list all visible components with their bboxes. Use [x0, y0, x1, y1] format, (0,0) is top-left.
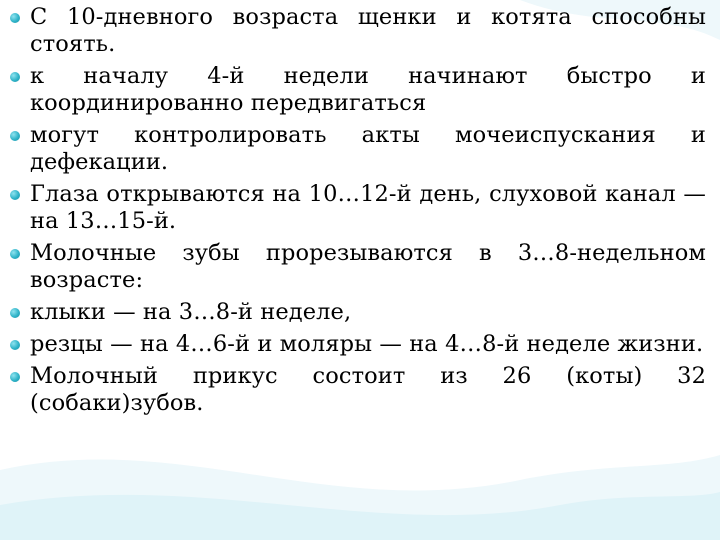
bullet-dot-icon: [10, 308, 20, 318]
bullet-text: к началу 4-й недели начинают быстро и координированно передвигаться: [30, 63, 706, 116]
bullet-dot-icon: [10, 372, 20, 382]
bullet-dot-icon: [10, 72, 20, 82]
bullet-text: резцы — на 4…6-й и моляры — на 4…8-й неделе жизни.: [30, 331, 704, 357]
bullet-item-canines: [8, 299, 706, 326]
bullet-text: Молочный прикус состоит из 26 (коты) 32 (собаки)зубов.: [30, 363, 706, 416]
bullet-text: клыки — на 3…8-й неделе,: [30, 299, 352, 325]
bullet-dot-icon: [10, 131, 20, 141]
bullet-item-milk-teeth: [8, 240, 706, 294]
bullet-text: Молочные зубы прорезываются в 3…8-недельном возрасте:: [30, 240, 706, 293]
bullet-text: С 10-дневного возраста щенки и котята способны стоять.: [30, 4, 706, 57]
bullet-item-control: [8, 122, 706, 176]
bullet-item-incisors-molars: [8, 331, 706, 358]
bullet-dot-icon: [10, 190, 20, 200]
bullet-item-bite: [8, 363, 706, 417]
bullet-list: [8, 4, 706, 422]
bullet-item-eyes: [8, 181, 706, 235]
bullet-dot-icon: [10, 13, 20, 23]
bullet-text: Глаза открываются на 10…12-й день, слуховой канал — на 13…15-й.: [30, 181, 706, 234]
bullet-dot-icon: [10, 340, 20, 350]
bullet-text: могут контролировать акты мочеиспускания и дефекации.: [30, 122, 706, 175]
bullet-item-movement: [8, 63, 706, 117]
bullet-dot-icon: [10, 249, 20, 259]
bullet-item-standing: [8, 4, 706, 58]
